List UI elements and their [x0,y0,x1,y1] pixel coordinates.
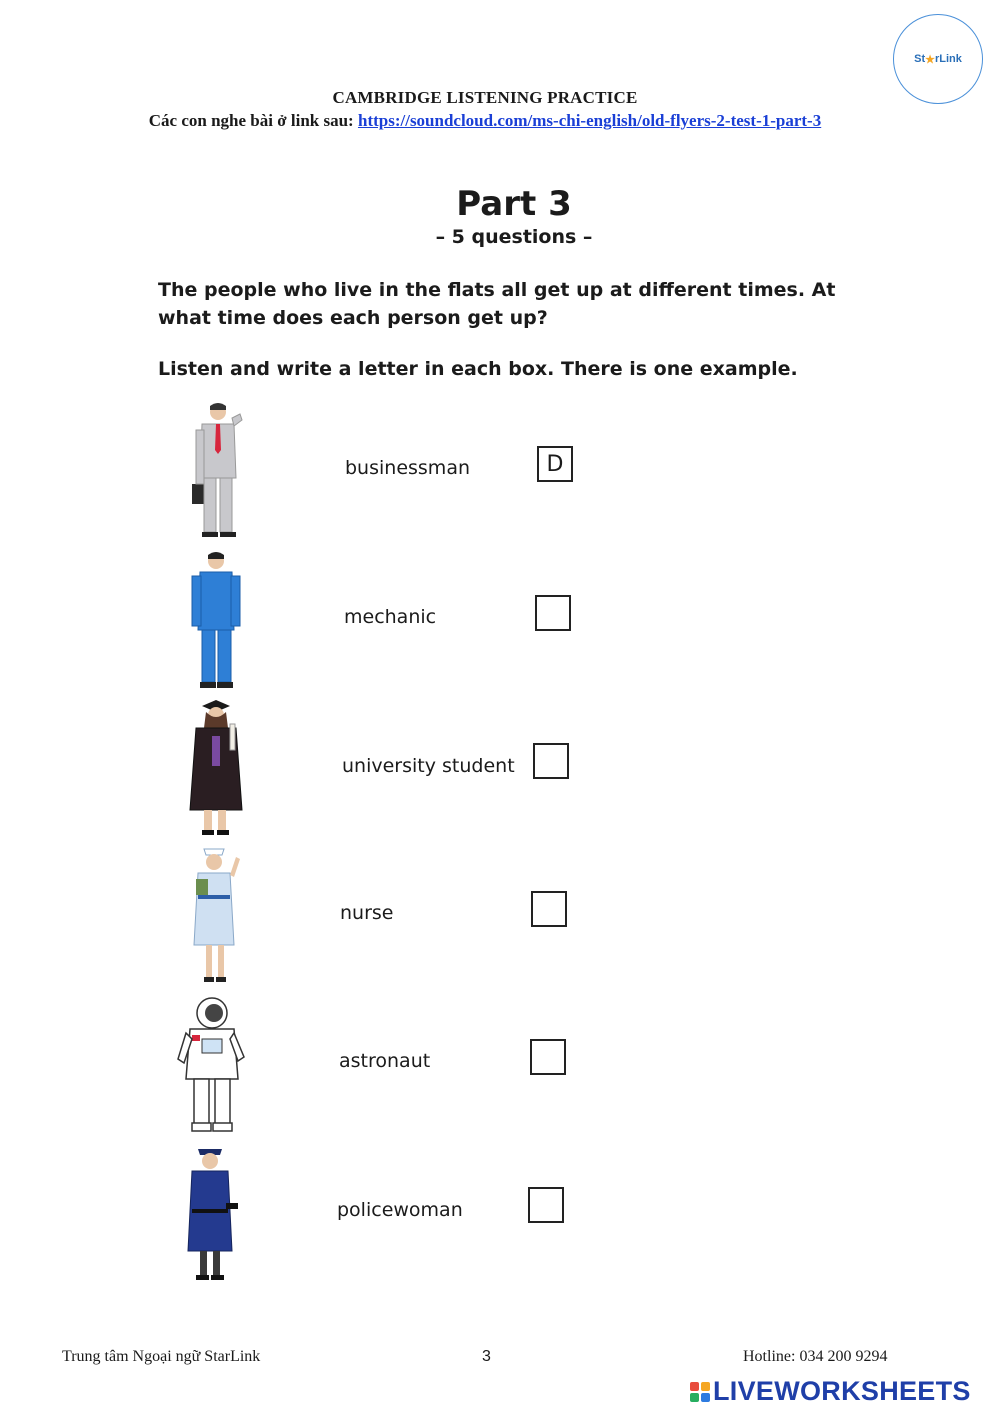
page-number: 3 [482,1348,491,1365]
part-subtitle: – 5 questions – [435,226,593,248]
row-label-policewoman: policewoman [337,1199,463,1221]
liveworksheets-brand [690,1376,971,1407]
logo-text-b: rLink [934,53,962,65]
header-lead-text: Các con nghe bài ở link sau: [148,111,358,130]
part-title: Part 3 [456,184,572,224]
answer-box-businessman[interactable]: D [537,446,573,482]
astronaut-figure-icon [172,995,252,1135]
grid-cell-1 [690,1382,699,1391]
answer-box-mechanic[interactable] [535,595,571,631]
row-label-astronaut: astronaut [339,1050,431,1072]
answer-box-policewoman[interactable] [528,1187,564,1223]
logo-text-a: St [914,53,926,65]
row-label-nurse: nurse [340,902,394,924]
liveworksheets-grid-icon [690,1382,710,1402]
policewoman-figure-icon [172,1143,252,1283]
soundcloud-link[interactable]: https://soundcloud.com/ms-chi-english/old-flyers-2-test-1-part-3 [357,111,822,130]
page-header-line [0,111,970,131]
row-label-university-student: university student [342,755,515,777]
instruction-task: Listen and write a letter in each box. There is one example. [158,358,798,380]
nurse-figure-icon [176,845,256,985]
row-label-businessman: businessman [345,457,471,479]
grid-cell-2 [701,1382,710,1391]
mechanic-figure-icon [178,550,258,690]
answer-box-astronaut[interactable] [530,1039,566,1075]
grid-cell-3 [690,1393,699,1402]
grid-cell-4 [701,1393,710,1402]
footer-center-name: Trung tâm Ngoại ngữ StarLink [62,1348,261,1365]
instruction-question: The people who live in the flats all get up at different times. At what time does each person get up? [158,279,836,329]
businessman-figure-icon [180,400,260,540]
university-student-figure-icon [178,698,258,838]
answer-box-university-student[interactable] [533,743,569,779]
row-label-mechanic: mechanic [344,606,437,628]
page-header-title: CAMBRIDGE LISTENING PRACTICE [332,88,638,107]
star-icon: ★ [925,53,935,66]
liveworksheets-text: LIVEWORKSHEETS [713,1376,971,1406]
footer-hotline: Hotline: 034 200 9294 [743,1348,888,1365]
answer-box-nurse[interactable] [531,891,567,927]
